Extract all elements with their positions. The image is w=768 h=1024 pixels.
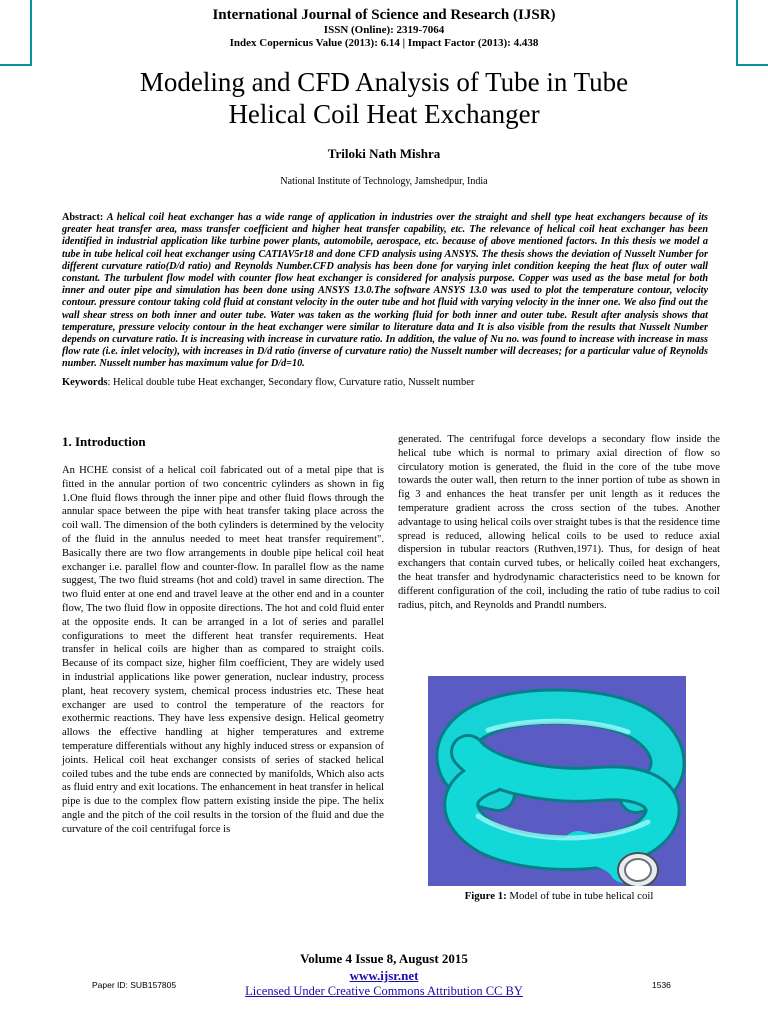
author-name: Triloki Nath Mishra <box>327 146 441 161</box>
inner-tube-end <box>625 859 651 881</box>
helical-coil-illustration <box>428 676 686 886</box>
journal-issn: ISSN (Online): 2319-7064 <box>323 24 445 36</box>
body-column-left: An HCHE consist of a helical coil fabricated out of a metal pipe that is fitted in the annular portion of two concentric cylinders as shown in fig 1.One fluid flows through the inner pipe and other fluid flows through the annular space between the pipe with heat transfer taking place across the coil wall. The dimension of the both cylinders is determined by the velocity of the fluid in the annulus needed to meet heat transfer requirement". Basically there are two flow arrangements in double pipe helical coil heat exchanger i.e. parallel flow and counter-flow. In parallel flow as the name suggest, The two fluid streams (hot and cold) travel in same direction. The two fluid enter at one end and travel leave at the other end and in a counter flow, The two fluid flow in opposite directions. The hot and cold fluid enter at the opposite ends. It can be arranged in a lot of series and parallel configurations to meet the different heat transfer requirements. Heat transfer in helical coils are higher than as compared to straight coils. Because of its compact size, higher film coefficient, They are widely used in industrial applications like power generation, nuclear industry, process plant, heat recovery system, chemical process industries etc. These heat exchanger are used to control the temperature of the reactors for exothermic reactions. They have less expensive design. Helical geometry allows the effective handling at higher temperatures and extreme temperature differentials without any highly induced stress or expansion of joints. Helical coil heat exchanger consists of series of stacked helical coiled tubes and the tube ends are connected by manifolds, Which also acts as fluid entry and exit locations. The enhancement in heat transfer in helical pipe is due to the complex flow pattern existing inside the pipe. The helix angle and the pitch of the coil results in the torsion of the fluid and due the curvature of the coil centrifugal force is <box>62 465 384 835</box>
figure-helical-coil <box>428 676 686 886</box>
author-affiliation: National Institute of Technology, Jamshedpur, India <box>280 176 488 187</box>
figure-caption-text: Model of tube in tube helical coil <box>506 890 654 902</box>
keywords <box>62 377 708 388</box>
footer-page-number: 1536 <box>652 980 671 990</box>
journal-name: International Journal of Science and Research (IJSR) <box>212 7 556 23</box>
journal-header <box>0 6 768 50</box>
section-title-introduction: 1. Introduction <box>62 434 146 449</box>
footer-journal-link[interactable]: www.ijsr.net <box>349 968 419 983</box>
paper-title-line-2: Helical Coil Heat Exchanger <box>228 99 540 129</box>
abstract-label: Abstract: <box>62 212 104 223</box>
paper-title <box>60 66 708 130</box>
abstract <box>62 212 708 371</box>
footer-paper-id: Paper ID: SUB157805 <box>92 980 177 990</box>
body-column-right: generated. The centrifugal force develops a secondary flow inside the helical tube which is normal to primary axial direction of flow so circulatory motion is generated, the fluid in the core of the tube move towards the outer wall, then return to the inner portion of tube as shown in fig 3 and enhances the heat transfer per unit length as it reduces the temperature gradient across the cross section of the tubes. Another advantage to using helical coils over straight tubes is that the residence time spread is reduced, allowing helical coils to be used to reduce axial dispersion in tubular reactors (Ruthven,1971). Thus, for design of heat exchangers that contain curved tubes, or helically coiled heat exchangers, the heat transfer and hydrodynamic characteristics need to be known for different configuration of the coil, including the ratio of tube radius to coil radius, pitch, and Reynolds and Prandtl numbers. <box>398 434 720 611</box>
journal-index: Index Copernicus Value (2013): 6.14 | Impact Factor (2013): 4.438 <box>229 37 539 49</box>
keywords-text: : Helical double tube Heat exchanger, Secondary flow, Curvature ratio, Nusselt number <box>107 377 475 388</box>
paper-title-line-1: Modeling and CFD Analysis of Tube in Tube <box>139 67 629 97</box>
footer-volume: Volume 4 Issue 8, August 2015 <box>300 951 468 966</box>
figure-caption <box>398 890 720 902</box>
figure-label: Figure 1: <box>464 890 507 902</box>
footer-license-link[interactable]: Licensed Under Creative Commons Attribution CC BY <box>245 984 523 998</box>
abstract-text: A helical coil heat exchanger has a wide range of application in industries over the straight and shell type heat exchangers because of its greater heat transfer area, mass transfer coefficient and higher heat transfer capability, etc. The relevance of helical coil heat exchanger has been identified in industrial application like turbine power plants, automobile, aerospace, etc. because of above mentioned factors. In this thesis we model a tube in tube helical coil heat exchanger using CATIAV5r18 and done CFD analysis using ANSYS. The thesis shows the deviation of Nusselt Number for different curvature ratio(D/d ratio) and Reynolds Number.CFD analysis has been done for varying inlet condition keeping the heat flux of outer wall constant. The turbulent flow model with counter flow heat exchanger is considered for analysis purpose. Copper was used as the base metal for both inner and outer pipe and simulation has been done using ANSYS 13.0.The software ANSYS 13.0 was used to plot the temperature contour, velocity contour. pressure contour taking cold fluid at constant velocity in the outer tube and hot fluid with varying velocity in the inner one. We also find out the wall shear stress on both inner and outer tube. Water was taken as the working fluid for both inner and outer tube. Result after analysis shows that temperature, pressure velocity contour in the heat exchanger were similar to literature data and It is also visible from the results that Nusselt Number depends on curvature ratio. It is increasing with increase in curvature ratio. In addition, the value of Nu no. was found to increase with increase in mass flow rate (i.e. inlet velocity), with increases in D/d ratio (inverse of curvature ratio) the Nusselt number will decreases; for a particular value of Reynolds number. Nusselt number has maximum value for D/d=10. <box>62 212 708 370</box>
keywords-label: Keywords <box>62 377 108 388</box>
